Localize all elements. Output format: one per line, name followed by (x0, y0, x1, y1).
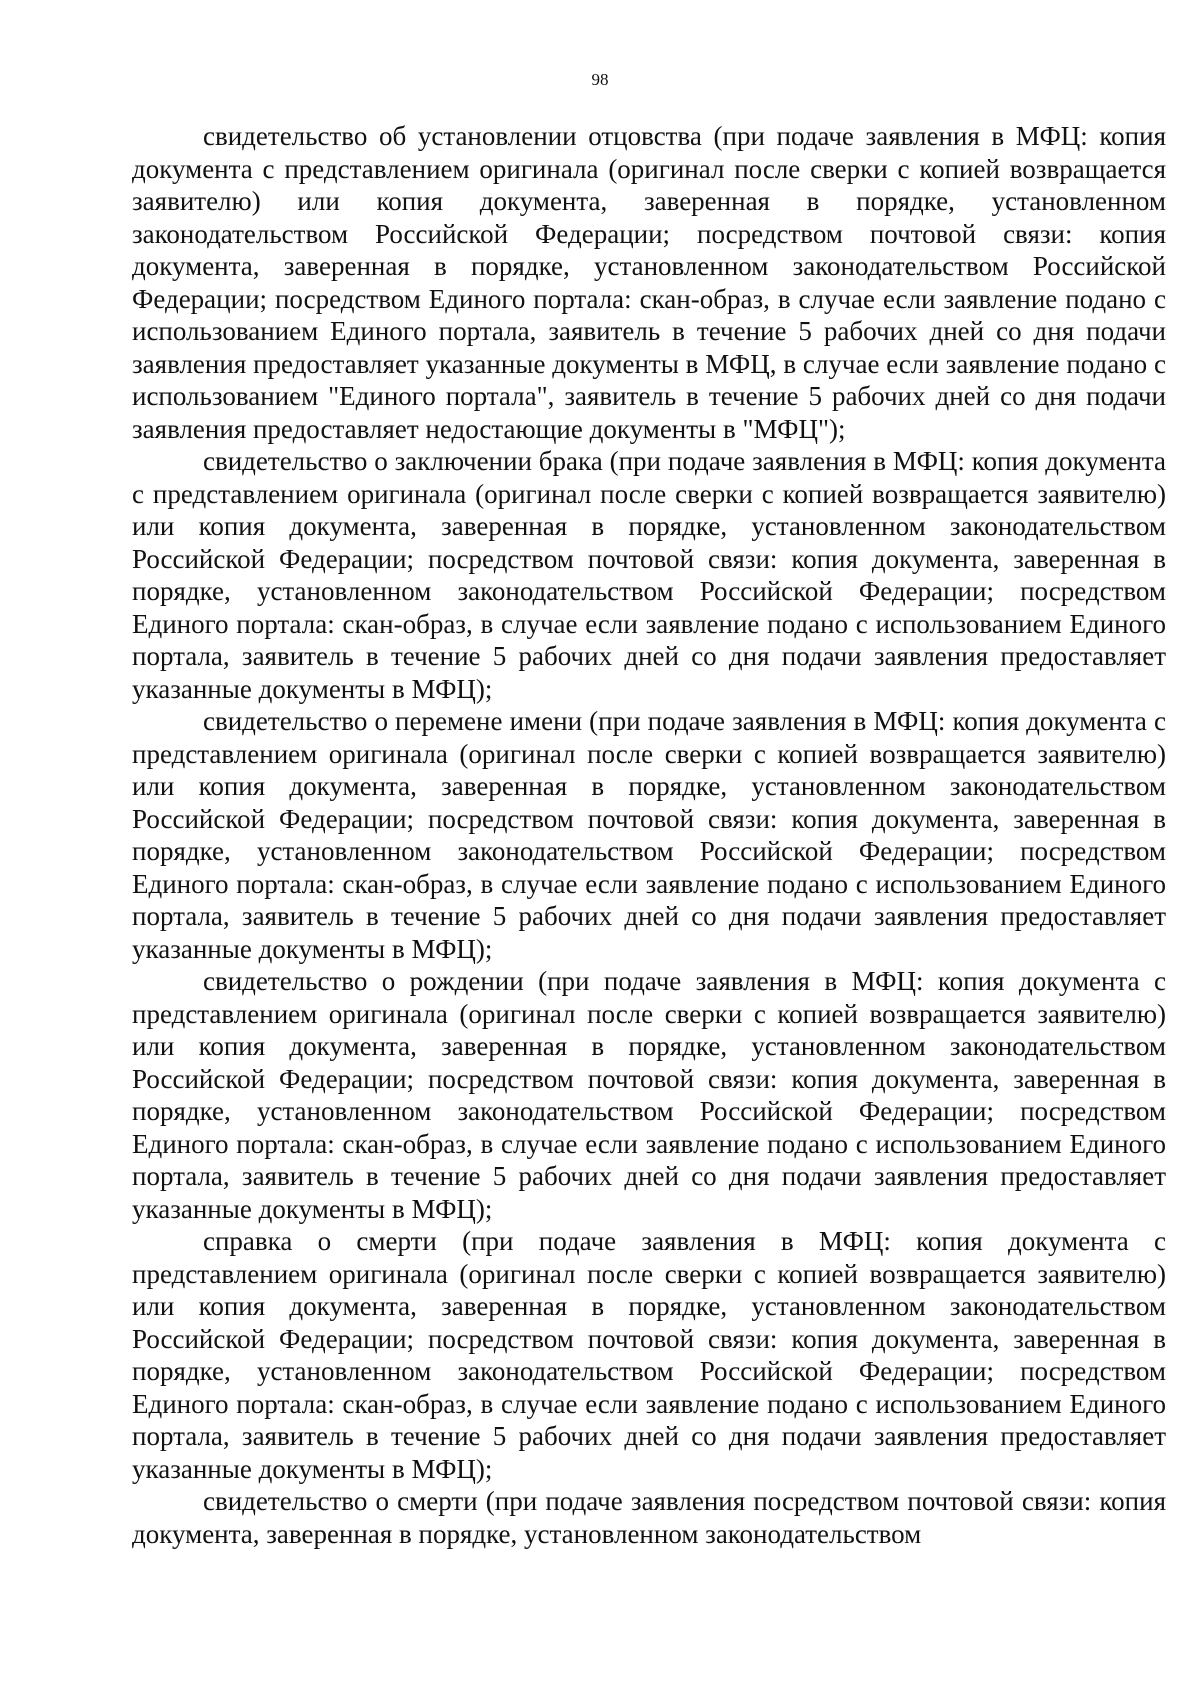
paragraph-name-change-certificate: свидетельство о перемене имени (при подаче заявления в МФЦ: копия документа с представлением оригинала (оригинал после сверки с копией возвращается заявителю) или копия документа, заверенная в порядке, установленном законодательством Российской Федерации; посредством почтовой связи: копия документа, заверенная в порядке, установленном законодательством Российской Федерации; посредством Единого портала: скан-образ, в случае если заявление подано с использованием Единого портала, заявитель в течение 5 рабочих дней со дня подачи заявления предоставляет указанные документы в МФЦ); (132, 706, 1166, 964)
paragraph-birth-certificate: свидетельство о рождении (при подаче заявления в МФЦ: копия документа с представлением оригинала (оригинал после сверки с копией возвращается заявителю) или копия документа, заверенная в порядке, установленном законодательством Российской Федерации; посредством почтовой связи: копия документа, заверенная в порядке, установленном законодательством Российской Федерации; посредством Единого портала: скан-образ, в случае если заявление подано с использованием Единого портала, заявитель в течение 5 рабочих дней со дня подачи заявления предоставляет указанные документы в МФЦ); (132, 966, 1166, 1224)
paragraph-marriage-certificate: свидетельство о заключении брака (при подаче заявления в МФЦ: копия документа с представлением оригинала (оригинал после сверки с копией возвращается заявителю) или копия документа, заверенная в порядке, установленном законодательством Российской Федерации; посредством почтовой связи: копия документа, заверенная в порядке, установленном законодательством Российской Федерации; посредством Единого портала: скан-образ, в случае если заявление подано с использованием Единого портала, заявитель в течение 5 рабочих дней со дня подачи заявления предоставляет указанные документы в МФЦ); (132, 446, 1166, 704)
document-body (132, 120, 1166, 1550)
paragraph-death-notice: справка о смерти (при подаче заявления в МФЦ: копия документа с представлением оригинала (оригинал после сверки с копией возвращается заявителю) или копия документа, заверенная в порядке, установленном законодательством Российской Федерации; посредством почтовой связи: копия документа, заверенная в порядке, установленном законодательством Российской Федерации; посредством Единого портала: скан-образ, в случае если заявление подано с использованием Единого портала, заявитель в течение 5 рабочих дней со дня подачи заявления предоставляет указанные документы в МФЦ); (132, 1226, 1166, 1484)
paragraph-paternity-certificate: свидетельство об установлении отцовства (при подаче заявления в МФЦ: копия документа с представлением оригинала (оригинал после сверки с копией возвращается заявителю) или копия документа, заверенная в порядке, установленном законодательством Российской Федерации; посредством почтовой связи: копия документа, заверенная в порядке, установленном законодательством Российской Федерации; посредством Единого портала: скан-образ, в случае если заявление подано с использованием Единого портала, заявитель в течение 5 рабочих дней со дня подачи заявления предоставляет указанные документы в МФЦ, в случае если заявление подано с использованием "Единого портала", заявитель в течение 5 рабочих дней со дня подачи заявления предоставляет недостающие документы в "МФЦ"); (132, 121, 1166, 444)
paragraph-death-certificate: свидетельство о смерти (при подаче заявления посредством почтовой связи: копия документа, заверенная в порядке, установленном законодательством (132, 1486, 1166, 1549)
page-number: 98 (591, 70, 609, 89)
